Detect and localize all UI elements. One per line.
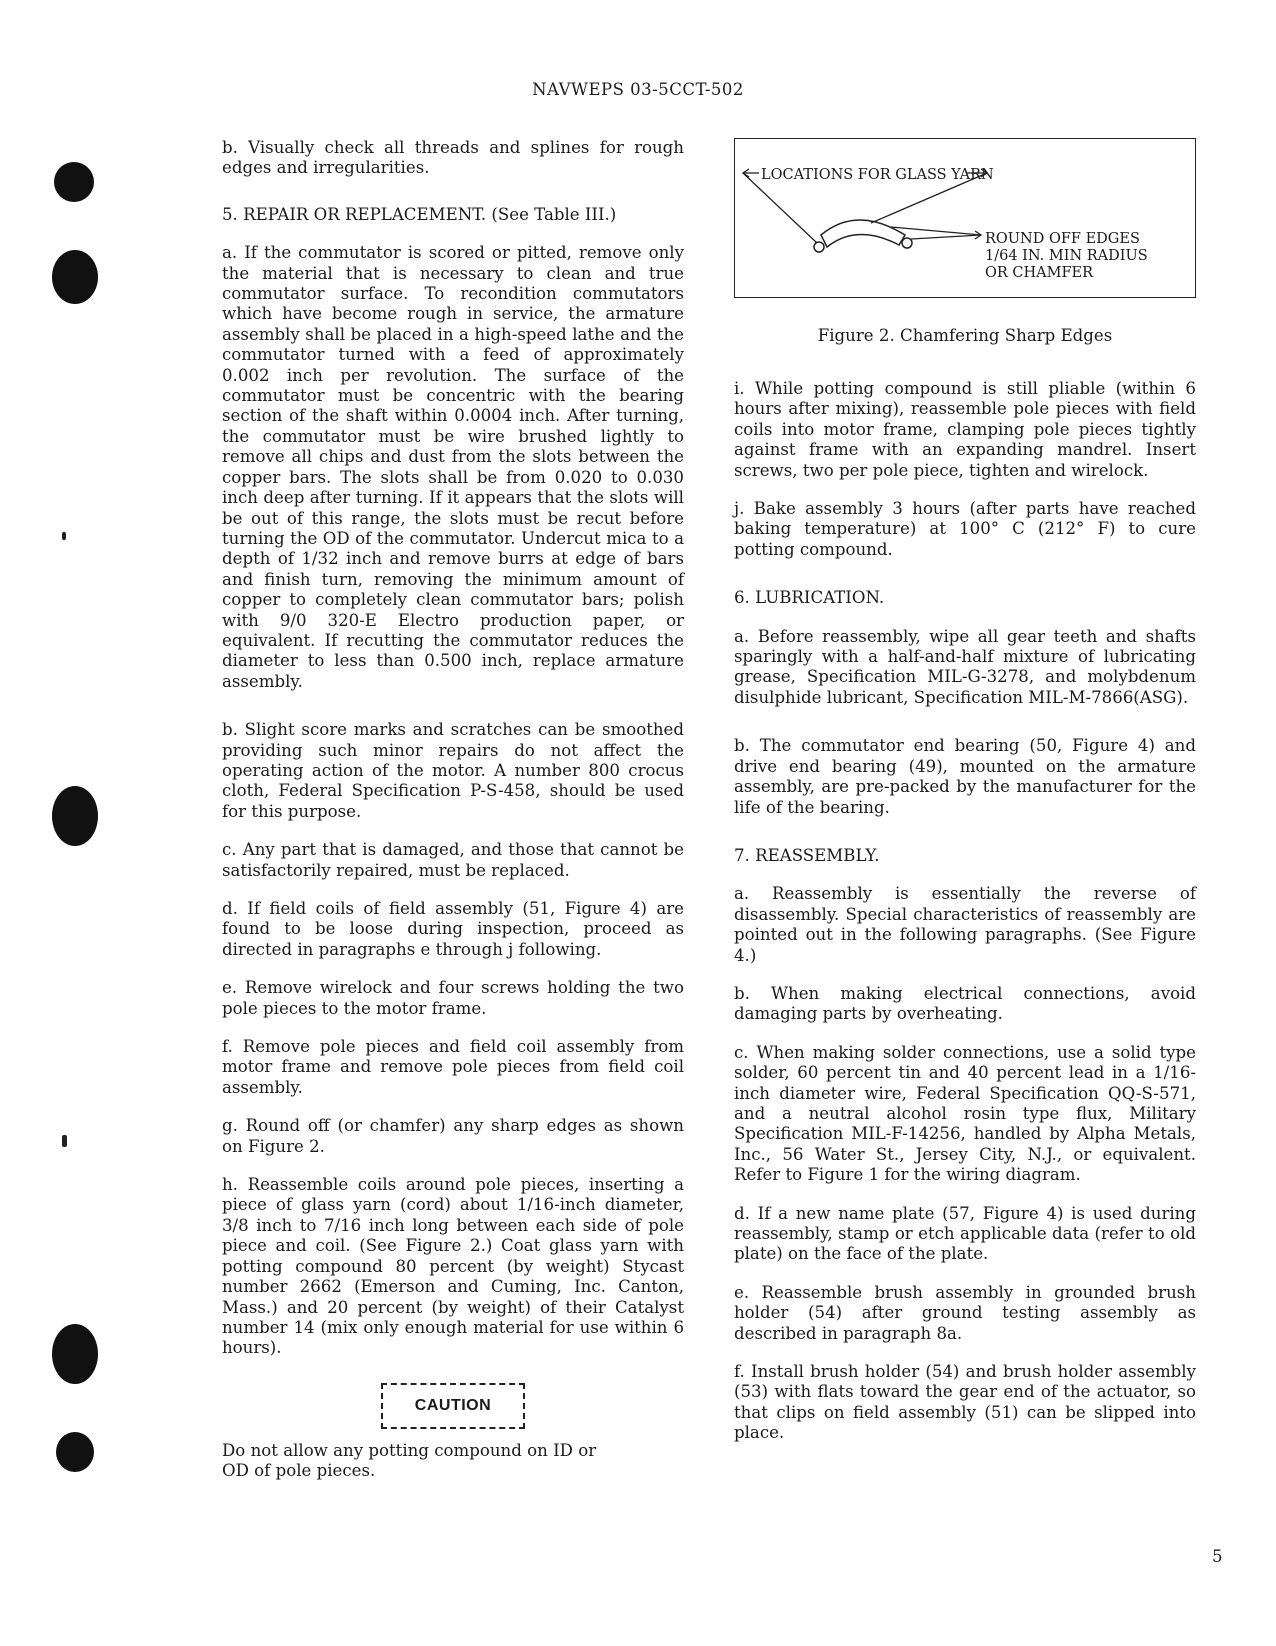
caution-label: CAUTION — [381, 1383, 525, 1429]
paragraph-5c: c. Any part that is damaged, and those that cannot be satisfactorily repaired, must be replaced. — [222, 840, 684, 880]
paragraph-7b: b. When making electrical connections, avoid damaging parts by overheating. — [734, 983, 1196, 1024]
caution-notice — [222, 1383, 684, 1429]
paragraph-7f: f. Install brush holder (54) and brush holder assembly (53) with flats toward the gear end of the actuator, so that clips on field assembly (51) can be slipped into place. — [734, 1362, 1196, 1443]
paragraph-5i: i. While potting compound is still pliable (within 6 hours after mixing), reassemble pole pieces with field coils into motor frame, clamping pole pieces tightly against frame with an expanding mandrel. Insert screws, two per pole piece, tighten and wirelock. — [734, 379, 1196, 480]
paragraph-5a: a. If the commutator is scored or pitted, remove only the material that is necessary to clean and true commutator surface. To recondition commutators which have become rough in service, the armature assembly shall be placed in a high-speed lathe and the commutator turned with a feed of approximately 0.002 inch per revolution. The surface of the commutator must be concentric with the bearing section of the shaft within 0.0004 inch. After turning, the commutator must be wire brushed lightly to remove all chips and dust from the slots between the copper bars. The slots shall be from 0.020 to 0.030 inch deep after turning. If it appears that the slots will be out of this range, the slots must be recut before turning the OD of the commutator. Undercut mica to a depth of 1/32 inch and remove burrs at edge of bars and finish turn, removing the minimum amount of copper to completely clean commutator bars; polish with 9/0 320-E Electro production paper, or equivalent. If recutting the commutator reduces the diameter to less than 0.500 inch, replace armature assembly. — [222, 243, 684, 691]
paragraph-7c: c. When making solder connections, use a solid type solder, 60 percent tin and 40 percent lead in a 1/16-inch diameter wire, Federal Specification QQ-S-571, and a neutral alcohol rosin type flux, Military Specification MIL-F-14256, handled by Alpha Metals, Inc., 56 Water St., Jersey City, N.J., or equivalent. Refer to Figure 1 for the wiring diagram. — [734, 1042, 1196, 1185]
document-number: NAVWEPS 03-5CCT-502 — [532, 80, 744, 99]
paragraph-6a: a. Before reassembly, wipe all gear teeth and shafts sparingly with a half-and-half mixture of lubricating grease, Specification MIL-G-3278, and molybdenum disulphide lubricant, Specification MIL-M-7866(ASG). — [734, 626, 1196, 707]
binder-hole — [52, 1324, 98, 1384]
binder-hole — [54, 162, 94, 202]
round-off-line-2: 1/64 IN. MIN RADIUS — [985, 248, 1148, 264]
paragraph-5b: b. Slight score marks and scratches can be smoothed providing such minor repairs do not affect the operating action of the motor. A number 800 crocus cloth, Federal Specification P-S-458, should be used for this purpose. — [222, 720, 684, 821]
paragraph-5f: f. Remove pole pieces and field coil assembly from motor frame and remove pole pieces from field coil assembly. — [222, 1037, 684, 1097]
binder-hole — [52, 786, 98, 846]
section-6-heading: 6. LUBRICATION. — [734, 588, 885, 608]
paragraph-5h: h. Reassemble coils around pole pieces, inserting a piece of glass yarn (cord) about 1/16-inch diameter, 3/8 inch to 7/16 inch long between each side of pole piece and coil. (See Figure 2.) Coat glass yarn with potting compound 80 percent (by weight) Stycast number 2662 (Emerson and Cuming, Inc. Canton, Mass.) and 20 percent (by weight) of their Catalyst number 14 (mix only enough material for use within 6 hours). — [222, 1175, 684, 1358]
paragraph-4b: b. Visually check all threads and splines for rough edges and irregularities. — [222, 138, 684, 178]
paragraph-6b: b. The commutator end bearing (50, Figure 4) and drive end bearing (49), mounted on the armature assembly, are pre-packed by the manufacturer for the life of the bearing. — [734, 736, 1196, 817]
right-column — [734, 138, 1196, 1444]
paragraph-7a: a. Reassembly is essentially the reverse of disassembly. Special characteristics of reassembly are pointed out in the following paragraphs. (See Figure 4.) — [734, 884, 1196, 965]
round-off-line-1: ROUND OFF EDGES — [985, 231, 1140, 247]
paragraph-7e: e. Reassemble brush assembly in grounded brush holder (54) after ground testing assembly as described in paragraph 8a. — [734, 1282, 1196, 1343]
paragraph-5d: d. If field coils of field assembly (51, Figure 4) are found to be loose during inspection, proceed as directed in paragraphs e through j following. — [222, 899, 684, 959]
scan-mark — [62, 1135, 67, 1147]
binder-hole — [56, 1432, 94, 1472]
section-5-heading: 5. REPAIR OR REPLACEMENT. (See Table III.) — [222, 204, 617, 224]
figure-2-caption: Figure 2. Chamfering Sharp Edges — [817, 326, 1113, 345]
binder-hole — [52, 250, 98, 304]
scan-mark — [62, 532, 66, 540]
round-off-line-3: OR CHAMFER — [985, 265, 1094, 281]
paragraph-5g: g. Round off (or chamfer) any sharp edges as shown on Figure 2. — [222, 1116, 684, 1156]
section-7-heading: 7. REASSEMBLY. — [734, 845, 880, 865]
page-number: 5 — [1212, 1547, 1223, 1566]
paragraph-7d: d. If a new name plate (57, Figure 4) is used during reassembly, stamp or etch applicable data (refer to old plate) on the face of the plate. — [734, 1203, 1196, 1264]
figure-2-label-glass-yarn: LOCATIONS FOR GLASS YARN — [761, 167, 994, 183]
figure-2 — [734, 138, 1196, 298]
paragraph-5j: j. Bake assembly 3 hours (after parts have reached baking temperature) at 100° C (212° F) to cure potting compound. — [734, 499, 1196, 559]
left-column — [222, 138, 684, 1482]
caution-text: Do not allow any potting compound on ID or OD of pole pieces. — [222, 1440, 597, 1481]
paragraph-5e: e. Remove wirelock and four screws holding the two pole pieces to the motor frame. — [222, 978, 684, 1018]
figure-2-label-round-off — [985, 231, 1148, 282]
